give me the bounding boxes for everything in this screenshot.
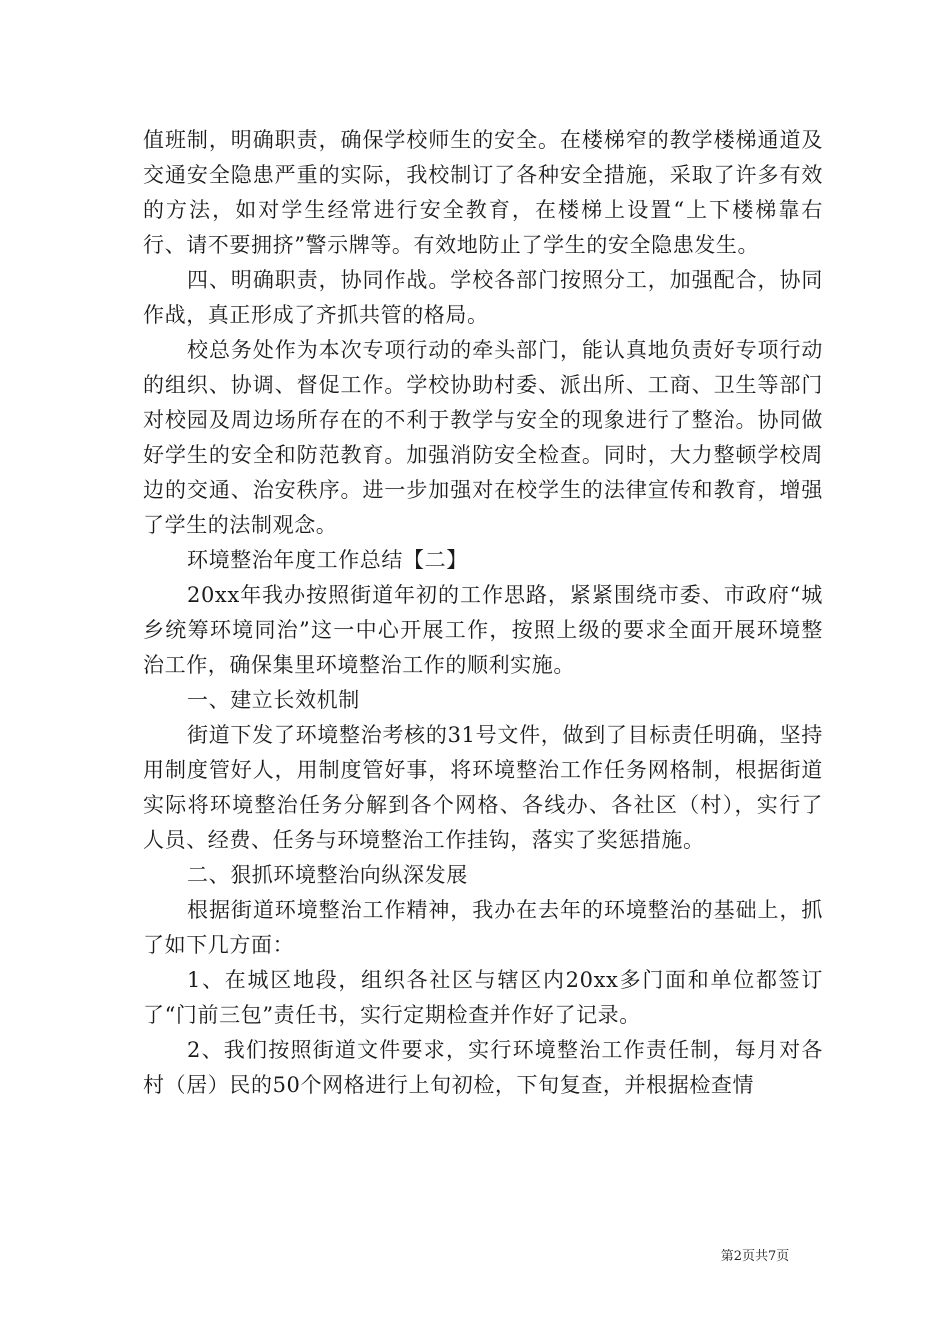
section-heading: 环境整治年度工作总结【二】 bbox=[187, 548, 468, 572]
page-number: 第2页共7页 bbox=[720, 1249, 790, 1264]
paragraph: 值班制，明确职责，确保学校师生的安全。在楼梯窄的教学楼梯通道及交通安全隐患严重的实际，我校制订了各种安全措施，采取了许多有效的方法，如对学生经常进行安全教育，在楼梯上设置“上下楼梯靠右行、请不要拥挤”警示牌等。有效地防止了学生的安全隐患发生。 bbox=[143, 128, 823, 257]
paragraph: 校总务处作为本次专项行动的牵头部门，能认真地负责好专项行动的组织、协调、督促工作。学校协助村委、派出所、工商、卫生等部门对校园及周边场所存在的不利于教学与安全的现象进行了整治。协同做好学生的安全和防范教育。加强消防安全检查。同时，大力整顿学校周边的交通、治安秩序。进一步加强对在校学生的法律宣传和教育，增强了学生的法制观念。 bbox=[143, 338, 823, 537]
paragraph: 20xx年我办按照街道年初的工作思路，紧紧围绕市委、市政府“城乡统筹环境同治”这一中心开展工作，按照上级的要求全面开展环境整治工作，确保集里环境整治工作的顺利实施。 bbox=[143, 583, 823, 677]
list-item: 2、我们按照街道文件要求，实行环境整治工作责任制，每月对各村（居）民的50个网格进行上旬初检，下旬复查，并根据检查情 bbox=[143, 1038, 823, 1097]
paragraph: 根据街道环境整治工作精神，我办在去年的环境整治的基础上，抓了如下几方面： bbox=[143, 898, 823, 957]
list-item: 1、在城区地段，组织各社区与辖区内20xx多门面和单位都签订了“门前三包”责任书，实行定期检查并作好了记录。 bbox=[143, 968, 823, 1027]
paragraph: 街道下发了环境整治考核的31号文件，做到了目标责任明确，坚持用制度管好人，用制度管好事，将环境整治工作任务网格制，根据街道实际将环境整治任务分解到各个网格、各线办、各社区（村），实行了人员、经费、任务与环境整治工作挂钩，落实了奖惩措施。 bbox=[143, 723, 823, 852]
document-body bbox=[143, 123, 823, 1103]
paragraph: 四、明确职责，协同作战。学校各部门按照分工，加强配合，协同作战，真正形成了齐抓共管的格局。 bbox=[143, 268, 823, 327]
section-heading: 一、建立长效机制 bbox=[187, 688, 360, 712]
section-heading: 二、狠抓环境整治向纵深发展 bbox=[187, 863, 468, 887]
